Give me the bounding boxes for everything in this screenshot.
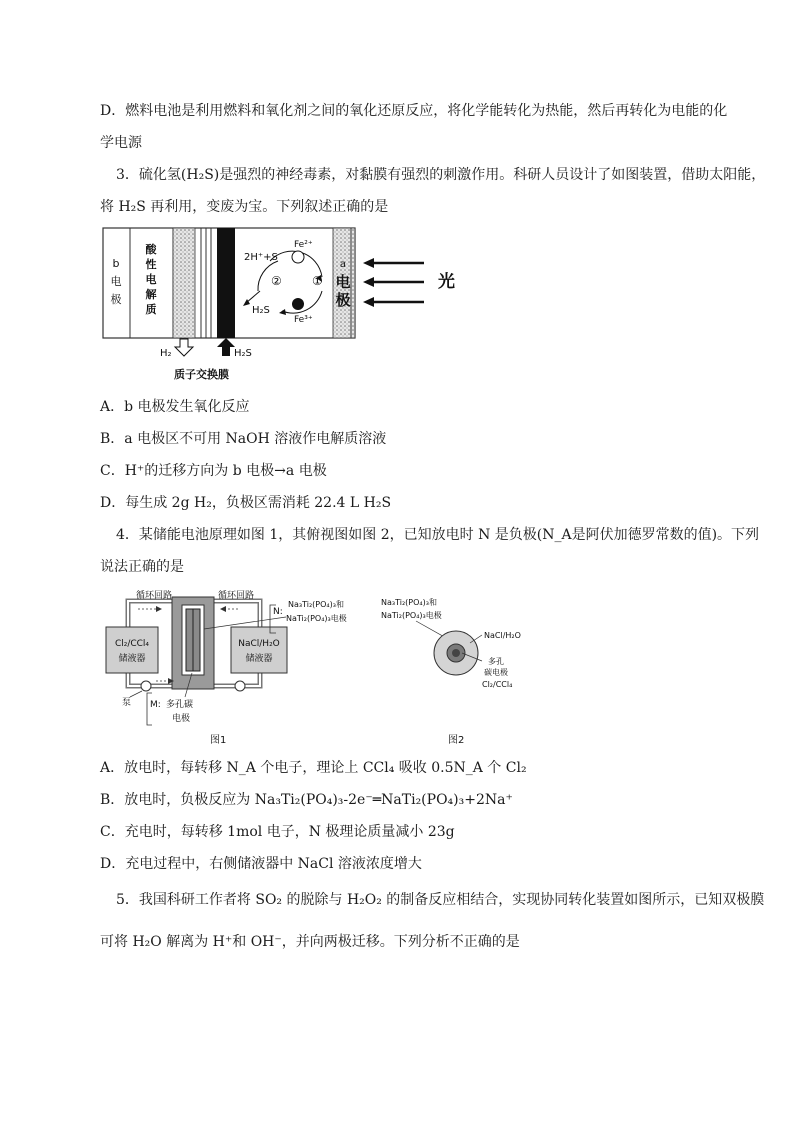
fe2-ion	[292, 251, 304, 263]
b-electrode-char-3: 极	[110, 293, 122, 306]
b-electrode-char-1: b	[112, 257, 120, 270]
fig2-nacl-label: NaCl/H₂O	[484, 631, 521, 640]
fig2-top-label-1: Na₃Ti₂(PO₄)₃和	[381, 598, 437, 607]
electrolyte-char-5: 质	[145, 303, 157, 316]
right-reservoir	[231, 627, 287, 673]
q4-stem-line2: 说法正确的是	[100, 559, 184, 575]
fig2-carbon-label-1: 多孔	[488, 657, 504, 666]
b-porous-layer	[173, 228, 195, 338]
left-loop-label: 循环回路	[136, 591, 173, 601]
left-tank-label-1: Cl₂/CCl₄	[114, 639, 150, 649]
h2s-in-arrow	[217, 338, 235, 356]
q4-figure-2-top-view	[378, 595, 528, 750]
q3-stem-line2: 将 H₂S 再利用，变废为宝。下列叙述正确的是	[100, 199, 389, 215]
q3-option-d: D．每生成 2g H₂，负极区需消耗 22.4 L H₂S	[100, 495, 392, 511]
step-1: ①	[312, 274, 323, 288]
a-electrode-char-1: 电	[335, 273, 351, 291]
q3-option-b: B．a 电极区不可用 NaOH 溶液作电解质溶液	[100, 431, 387, 447]
n-desc-2: NaTi₂(PO₄)₃电极	[286, 614, 347, 623]
fe2-label: Fe²⁺	[294, 240, 313, 250]
left-tank-label-2: 储液器	[118, 654, 146, 664]
q4-option-a: A．放电时，每转移 N_A 个电子，理论上 CCl₄ 吸收 0.5N_A 个 Cl₂	[100, 760, 527, 776]
right-tank-label-2: 储液器	[245, 654, 273, 664]
q4-stem-line1: 4．某储能电池原理如图 1，其俯视图如图 2，已知放电时 N 是负极(N_A是阿伏加德罗常数的值)。下列	[116, 527, 760, 543]
fe3-ion	[292, 298, 304, 310]
q2-option-d: D．燃料电池是利用燃料和氧化剂之间的氧化还原反应，将化学能转化为热能，然后再转化为电能的化	[100, 103, 728, 119]
light-label: 光	[438, 272, 455, 292]
q5-stem-line1: 5．我国科研工作者将 SO₂ 的脱除与 H₂O₂ 的制备反应相结合，实现协同转化装置如图所示，已知双极膜	[116, 892, 765, 908]
electrolyte-char-3: 电	[145, 273, 157, 286]
q3-figure-solar-h2s-cell	[100, 225, 470, 385]
q4-option-d: D．充电过程中，右侧储液器中 NaCl 溶液浓度增大	[100, 856, 422, 872]
fig2-carbon-label-2: 碳电极	[484, 668, 508, 677]
right-loop-label: 循环回路	[218, 591, 255, 601]
left-reservoir	[106, 627, 158, 673]
m-desc-1: 多孔碳	[166, 700, 194, 710]
q3-stem-line1: 3．硫化氢(H₂S)是强烈的神经毒素，对黏膜有强烈的刺激作用。科研人员设计了如图装置，借助太阳能，	[116, 167, 766, 183]
q4-figure-1-storage-battery	[100, 585, 375, 750]
right-tank-label-1: NaCl/H₂O	[238, 639, 280, 649]
q3-option-c: C．H⁺的迁移方向为 b 电极→a 电极	[100, 463, 327, 479]
h2s-inner-label: H₂S	[252, 305, 270, 316]
q5-stem-line2: 可将 H₂O 解离为 H⁺和 OH⁻，并向两极迁移。下列分析不正确的是	[100, 934, 520, 950]
h2s-in-label: H₂S	[234, 348, 252, 359]
electrolyte-char-4: 解	[145, 288, 157, 301]
m-desc-2: 电极	[172, 714, 191, 724]
m-label: M:	[150, 700, 161, 710]
a-electrode-char-2: 极	[335, 291, 351, 309]
fig2-top-label-2: NaTi₂(PO₄)₃电极	[381, 611, 442, 620]
n-desc-1: Na₃Ti₂(PO₄)₃和	[288, 600, 344, 609]
b-electrode-char-2: 电	[110, 275, 122, 288]
right-pump	[235, 681, 245, 691]
figure2-caption: 图2	[448, 735, 465, 746]
figure1-caption: 图1	[210, 735, 227, 746]
a-label: a	[339, 259, 347, 270]
pump-label: 泵	[122, 698, 132, 708]
reaction-top-label: 2H⁺+S	[244, 252, 278, 263]
q4-option-c: C．充电时，每转移 1mol 电子，N 极理论质量减小 23g	[100, 824, 455, 840]
electrolyte-char-2: 性	[145, 258, 157, 271]
h2-out-arrow	[175, 339, 193, 356]
q4-option-b: B．放电时，负极反应为 Na₃Ti₂(PO₄)₃-2e⁻═NaTi₂(PO₄)₃+2Na⁺	[100, 792, 513, 808]
electrolyte-char-1: 酸	[145, 243, 157, 256]
q3-option-a: A．b 电极发生氧化反应	[100, 399, 250, 415]
proton-exchange-membrane	[217, 228, 235, 338]
h2-out-label: H₂	[160, 348, 172, 359]
right-loop-pipe-bottom	[208, 673, 260, 686]
q2-option-d-cont: 学电源	[100, 135, 142, 151]
membrane-caption: 质子交换膜	[174, 368, 229, 381]
fig2-cl2-label: Cl₂/CCl₄	[482, 680, 513, 689]
fe3-label: Fe³⁺	[294, 315, 313, 325]
step-2: ②	[271, 274, 282, 288]
n-label: N:	[273, 607, 283, 617]
left-pump	[141, 681, 151, 691]
